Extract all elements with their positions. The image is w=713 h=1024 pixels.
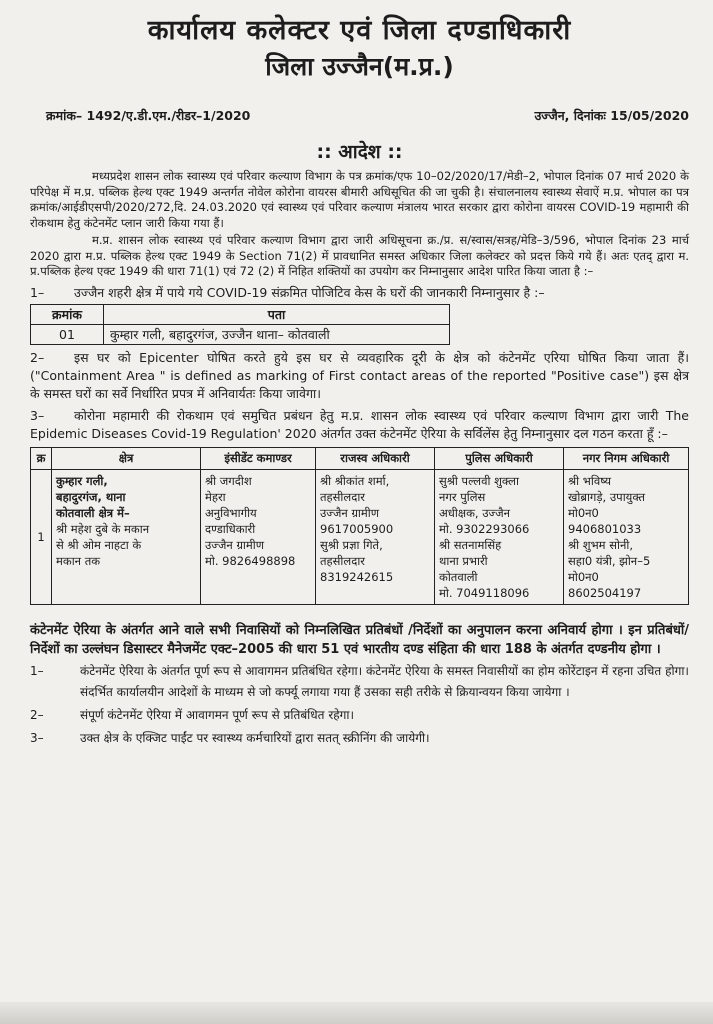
col-municipal-officer: नगर निगम अधिकारी <box>564 447 689 469</box>
area-line: से श्री ओम नाहटा के <box>56 537 142 552</box>
team-incident-cell <box>201 469 316 604</box>
team-municipal-cell <box>564 469 689 604</box>
page-bottom-shadow <box>0 1002 713 1024</box>
item-3 <box>30 407 689 443</box>
incident-line: मो. 9826498898 <box>205 553 296 568</box>
district-title: जिला उज्जैन(म.प्र.) <box>265 52 454 81</box>
restriction-text: संपूर्ण कंटेनमेंट ऐरिया में आवागमन पूर्ण रूप से प्रतिबंधित रहेगा। <box>80 707 355 722</box>
address-text: कुम्हार गली, बहादुरगंज, उज्जैन थाना– कोतवाली <box>104 324 450 344</box>
team-serial: 1 <box>31 469 52 604</box>
incident-line: श्री जगदीश <box>205 473 252 488</box>
item-3-text: कोरोना महामारी की रोकथाम एवं समुचित प्रबंधन हेतु म.प्र. शासन लोक स्वास्थ्य एवं परिवार कल्याण विभाग द्वारा जारी The Epidemic Diseases Covid-19 Regulation' 2020 अंतर्गत उक्त कंटेनमेंट ऐरिया के सर्विलेंस हेतु निम्नानुसार दल गठन करता हूँ :– <box>30 407 689 441</box>
team-police-cell <box>435 469 564 604</box>
restrictions-intro: कंटेनमेंट ऐरिया के अंतर्गत आने वाले सभी निवासियों को निम्नलिखित प्रतिबंधों /निर्देशों का अनुपालन करना अनिवार्य होगा । इन प्रतिबंधों/निर्देशों का उल्लंघन डिसास्टर मैनेजमेंट एक्ट–2005 की धारा 51 एवं भारतीय दण्ड संहिता की धारा 188 के अंतर्गत दण्डनीय होगा । <box>30 622 689 657</box>
area-line: बहादुरगंज, थाना <box>56 489 126 504</box>
police-line: अधीक्षक, उज्जैन <box>439 505 511 520</box>
incident-line: दण्डाधिकारी <box>205 521 256 536</box>
intro-paragraph-2: म.प्र. शासन लोक स्वास्थ्य एवं परिवार कल्याण विभाग द्वारा जारी अधिसूचना क्र./प्र. स/स्वास/सत्रह/मेडि–3/596, भोपाल दिनांक 23 मार्च 2020 द्वारा म.प्र. पब्लिक हेल्थ एक्ट 1949 के Section 71(2) में प्रावधानित समस्त अधिकार जिला कलेक्टर को प्रदत्त किये गये हैं। अतः एतद् द्वारा म. प्र.पब्लिक हेल्थ एक्ट 1949 की धारा 71(1) एवं 72 (2) में निहित शक्तियों का उपयोग कर निम्नानुसार आदेश पारित किया जाता है :– <box>30 233 689 278</box>
incident-line: मेहरा <box>205 489 226 504</box>
item-1-number: 1– <box>30 284 45 300</box>
item-2-text: इस घर को Epicenter घोषित करते हुये इस घर से व्यवहारिक दूरी के क्षेत्र को कंटेनमेंट एरिया घोषित किया जाता हैं। ("Containment Area " is defined as marking of First contact areas of the reported "Positive case") इस क्षेत्र के समस्त घरों का सर्वे निर्धारित प्रपत्र में अनिवार्यतः किया जावेगा। <box>30 349 689 401</box>
municipal-line: 8602504197 <box>568 585 642 600</box>
restriction-number: 3– <box>30 730 44 745</box>
municipal-line: मो0न0 <box>568 505 599 520</box>
restriction-text: कंटेनमेंट ऐरिया के अंतर्गत पूर्ण रूप से आवागमन प्रतिबंधित रहेगा। कंटेनमेंट ऐरिया के समस्त निवासीयों का होम कोरेंटाइन में रहना उचित होगा। संदर्भित कार्यालयीन आदेशों के माध्यम से जो कर्फ्यू लगाया गया हैं उसका सही तरीके से क्रियान्वयन किया जायेगा । <box>80 663 689 699</box>
area-line: श्री महेश दुबे के मकान <box>56 521 150 536</box>
surveillance-team-table <box>30 447 689 605</box>
col-police-officer: पुलिस अधिकारी <box>435 447 564 469</box>
restriction-number: 1– <box>30 663 44 678</box>
incident-line: उज्जैन ग्रामीण <box>205 537 265 552</box>
police-line: कोतवाली <box>439 569 478 584</box>
col-incident-commander: इंसीडेंट कमाण्डर <box>201 447 316 469</box>
restriction-text: उक्त क्षेत्र के एक्जिट पाईंट पर स्वास्थ्य कर्मचारियों द्वारा सतत् स्क्रीनिंग की जायेगी। <box>80 730 430 745</box>
team-area-cell <box>52 469 201 604</box>
police-line: मो. 7049118096 <box>439 585 530 600</box>
item-3-number: 3– <box>30 407 45 423</box>
police-line: मो. 9302293066 <box>439 521 530 536</box>
address-col-address: पता <box>104 304 450 324</box>
table-row <box>31 469 689 604</box>
municipal-line: 9406801033 <box>568 521 642 536</box>
address-table <box>30 304 450 345</box>
revenue-line: तहसीलदार <box>320 489 365 504</box>
revenue-line: तहसीलदार <box>320 553 365 568</box>
address-table-header <box>31 304 450 324</box>
revenue-line: 8319242615 <box>320 569 394 584</box>
municipal-line: श्री भविष्य <box>568 473 611 488</box>
intro-paragraph-1: मध्यप्रदेश शासन लोक स्वास्थ्य एवं परिवार कल्याण विभाग के पत्र क्रमांक/एफ 10–02/2020/17/मेडी–2, भोपाल दिनांक 07 मार्च 2020 के परिपेक्ष में म.प्र. पब्लिक हेल्थ एक्ट 1949 अन्तर्गत नोवेल कोरोना वायरस बीमारी अधिसूचित की जा चुकी है। संचालनालय स्वास्थ्य सेवाऐं म.प्र. भोपाल का पत्र क्रमांक/आईडीएसपी/2020/272,दि. 24.03.2020 एवं स्वास्थ्य एवं परिवार कल्याण मंत्रालय भारत सरकार द्वारा कोरोना वायरस COVID-19 महामारी की रोकथाम हेतु कंटेनमेंट प्लान जारी किया गया हैं। <box>30 169 689 230</box>
revenue-line: श्री श्रीकांत शर्मा, <box>320 473 390 488</box>
list-item <box>30 661 689 703</box>
col-revenue-officer: राजस्व अधिकारी <box>316 447 435 469</box>
item-1-text: उज्जैन शहरी क्षेत्र में पाये गये COVID-19 संक्रमित पोजिटिव केस के घरों की जानकारी निम्नानुसार है :– <box>74 284 545 300</box>
address-col-serial: क्रमांक <box>31 304 104 324</box>
order-heading: :: आदेश :: <box>316 141 403 163</box>
list-item <box>30 705 689 726</box>
police-line: नगर पुलिस <box>439 489 486 504</box>
order-meta-row <box>30 107 689 124</box>
place-date: उज्जैन, दिनांकः 15/05/2020 <box>534 108 689 123</box>
list-item <box>30 728 689 749</box>
police-line: श्री सतनामसिंह <box>439 537 502 552</box>
area-line: कुम्हार गली, <box>56 473 108 488</box>
item-2-number: 2– <box>30 349 45 365</box>
order-reference: क्रमांक– 1492/ए.डी.एम./रीडर–1/2020 <box>46 108 251 123</box>
revenue-line: उज्जैन ग्रामीण <box>320 505 380 520</box>
col-area: क्षेत्र <box>52 447 201 469</box>
office-title: कार्यालय कलेक्टर एवं जिला दण्डाधिकारी <box>147 15 572 46</box>
item-1 <box>30 284 689 302</box>
table-row <box>31 324 450 344</box>
area-line: कोतवाली क्षेत्र में– <box>56 505 130 520</box>
municipal-line: सहा0 यंत्री, झोन–5 <box>568 553 651 568</box>
team-table-header <box>31 447 689 469</box>
revenue-line: सुश्री प्रज्ञा गिते, <box>320 537 383 552</box>
municipal-line: श्री शुभम सोनी, <box>568 537 633 552</box>
restriction-number: 2– <box>30 707 44 722</box>
item-2 <box>30 349 689 403</box>
area-line: मकान तक <box>56 553 101 568</box>
police-line: थाना प्रभारी <box>439 553 488 568</box>
col-serial: क्र <box>31 447 52 469</box>
address-serial: 01 <box>31 324 104 344</box>
municipal-line: खोब्रागड़े, उपायुक्त <box>568 489 646 504</box>
municipal-line: मो0न0 <box>568 569 599 584</box>
incident-line: अनुविभागीय <box>205 505 257 520</box>
revenue-line: 9617005900 <box>320 521 394 536</box>
police-line: सुश्री पल्लवी शुक्ला <box>439 473 519 488</box>
team-revenue-cell <box>316 469 435 604</box>
